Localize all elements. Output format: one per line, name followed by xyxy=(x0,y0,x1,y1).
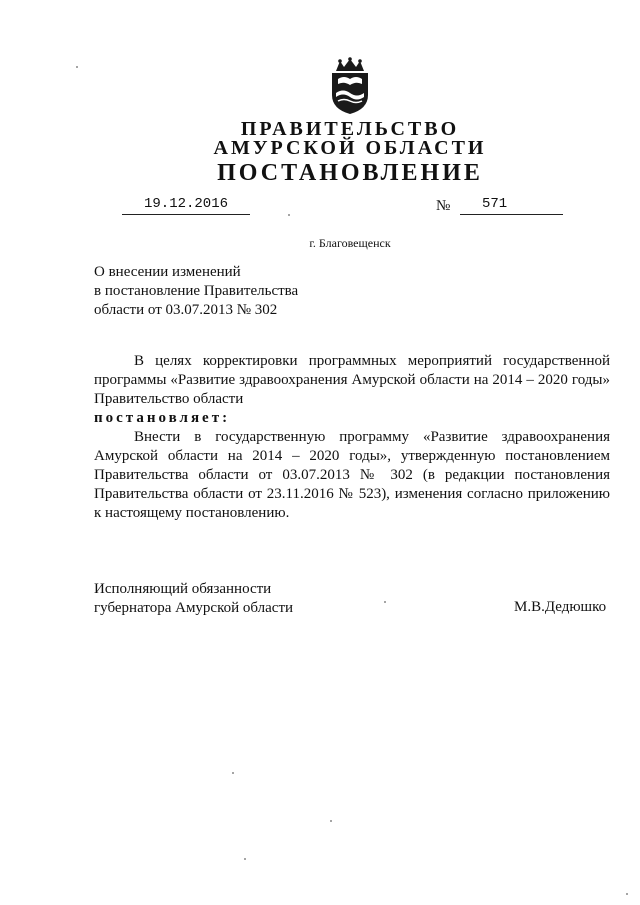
number-sign: № xyxy=(436,198,451,214)
signer-name: М.В.Дедюшко xyxy=(514,599,607,615)
position-line: Исполняющий обязанности xyxy=(94,581,272,597)
decree-word: постановляет: xyxy=(94,410,231,426)
resolution-paragraph: Внести в государственную программу «Развитие здравоохранения Амурской области на 2014 – 2020 годы», утвержденную постановлением Правительства области от 03.07.2013 № 302 (в редакции постановления Правительства области от 23.11.2016 № 523), изменения согласно приложению к настоящему постановлению. xyxy=(94,429,610,521)
subject-line: О внесении изменений xyxy=(94,264,241,280)
signature-position xyxy=(94,580,293,618)
scan-speck xyxy=(76,66,78,68)
subject-line: области от 03.07.2013 № 302 xyxy=(94,302,278,318)
preamble-paragraph: В целях корректировки программных мероприятий государственной программы «Развитие здравоохранения Амурской области на 2014 – 2020 годы» Правительство области xyxy=(94,353,610,407)
position-line: губернатора Амурской области xyxy=(94,600,294,616)
coat-of-arms-icon xyxy=(326,57,374,115)
scan-speck xyxy=(232,772,234,774)
decree-date: 19.12.2016 xyxy=(122,196,250,215)
scan-speck xyxy=(626,893,628,895)
subject-block xyxy=(94,263,298,320)
scan-speck xyxy=(288,214,290,216)
subject-line: в постановление Правительства xyxy=(94,283,299,299)
document-type-title: ПОСТАНОВЛЕНИЕ xyxy=(217,160,483,186)
scan-speck xyxy=(244,858,246,860)
scan-speck xyxy=(384,601,386,603)
decree-number: 571 xyxy=(460,196,563,215)
scan-speck xyxy=(330,820,332,822)
region-title: АМУРСКОЙ ОБЛАСТИ xyxy=(213,137,487,159)
city-line: г. Благовещенск xyxy=(309,236,391,250)
government-title: ПРАВИТЕЛЬСТВО xyxy=(240,118,460,140)
